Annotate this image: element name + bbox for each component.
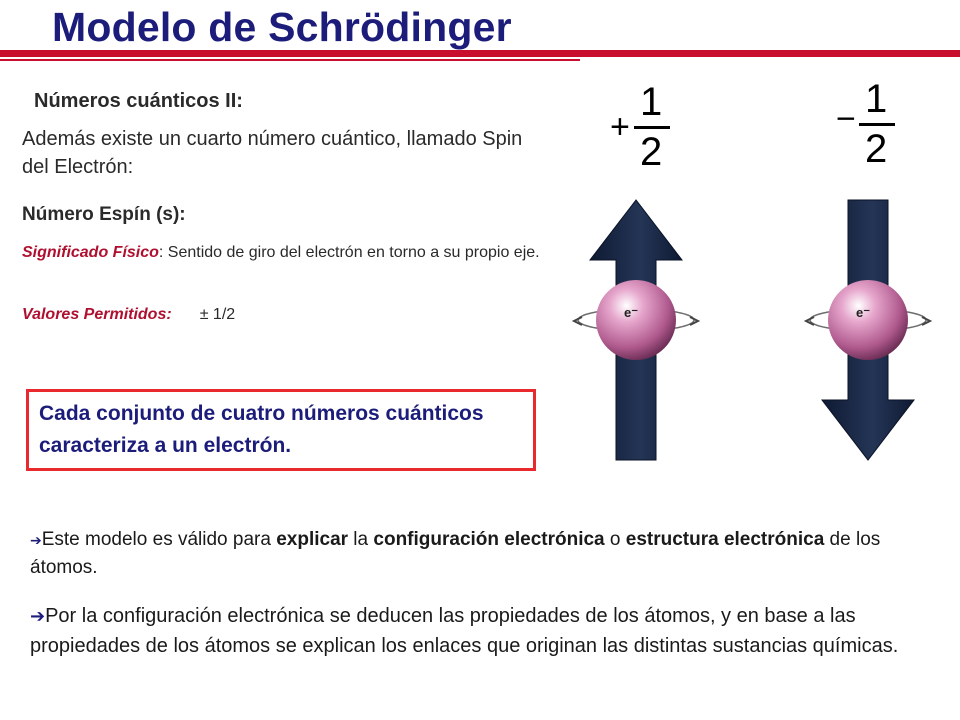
colon: : — [166, 306, 172, 323]
arrow-bullet-icon: ➔ — [30, 532, 42, 548]
page-title: Modelo de Schrödinger — [52, 4, 512, 50]
bullet-1-text: de los átomos. — [30, 529, 881, 578]
plus-sign: + — [610, 108, 630, 146]
numerator-down: 1 — [865, 77, 888, 121]
bullet-2 — [30, 601, 950, 661]
significado-row — [22, 240, 552, 266]
bullet-1-bold: configuración electrónica — [373, 529, 605, 550]
significado-label: Significado Físico — [22, 244, 159, 261]
minus-sign: − — [836, 100, 856, 138]
bullet-1-text: o — [604, 529, 626, 550]
plus-half-fraction — [610, 80, 670, 174]
numerator-up: 1 — [640, 80, 663, 124]
title-underline-thin — [0, 59, 580, 61]
section-subtitle: Números cuánticos II: — [34, 90, 243, 112]
title-underline — [0, 50, 960, 57]
electron-label-up: e⁻ — [624, 305, 639, 320]
bullet-1-text: Este modelo es válido para — [41, 529, 277, 550]
intro-text: Además existe un cuarto número cuántico, llamado Spin del Electrón: — [22, 128, 523, 178]
fraction-bar-up — [634, 126, 670, 129]
denominator-up: 2 — [640, 130, 663, 174]
valores-label: Valores Permitidos — [22, 306, 167, 323]
spin-heading: Número Espín (s): — [22, 204, 186, 225]
valores-row — [22, 306, 235, 324]
bullet-1-text: la — [348, 529, 374, 550]
electron-down-icon — [806, 280, 930, 360]
electron-up-icon — [574, 280, 698, 360]
denominator-down: 2 — [865, 127, 888, 171]
electron-label-down: e⁻ — [856, 305, 871, 320]
minus-half-fraction — [836, 77, 895, 171]
bullet-1 — [30, 526, 930, 582]
bullet-1-bold: explicar — [276, 529, 349, 550]
colon: : — [158, 244, 168, 261]
arrow-bullet-icon: ➔ — [30, 606, 46, 626]
spin-illustration — [560, 70, 950, 480]
callout-box: Cada conjunto de cuatro números cuánticos caracteriza a un electrón. — [26, 389, 536, 471]
fraction-bar-down — [859, 123, 895, 126]
bullet-1-bold: estructura electrónica — [625, 529, 825, 550]
valores-value: ± 1/2 — [199, 306, 236, 323]
significado-text: Sentido de giro del electrón en torno a su propio eje. — [167, 244, 540, 261]
bullet-2-text: Por la configuración electrónica se deducen las propiedades de los átomos, y en base a las propiedades de los átomos se explican los enlaces que originan las distintas sustancias químicas. — [30, 605, 899, 657]
